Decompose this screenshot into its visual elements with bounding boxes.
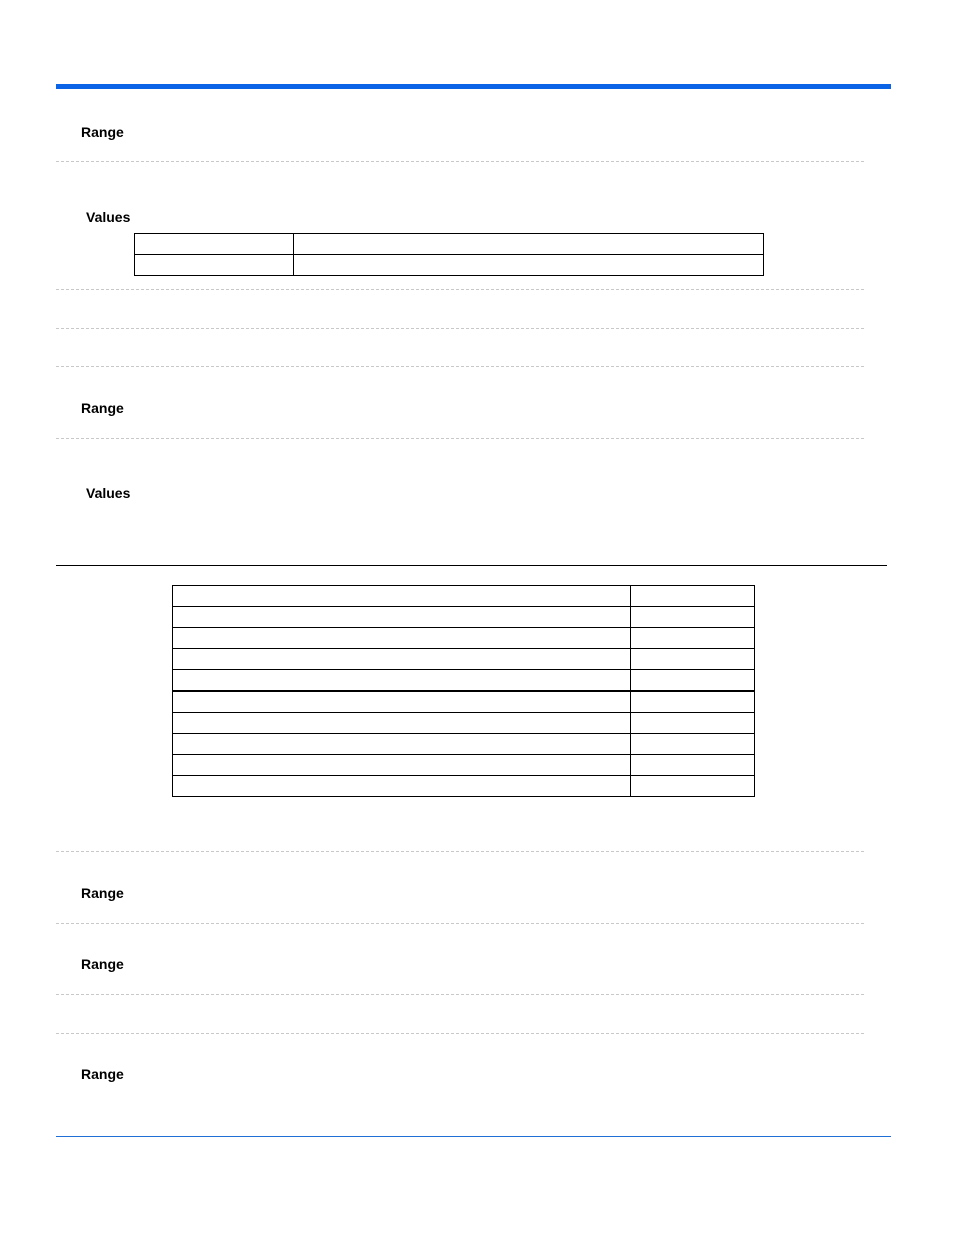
separator — [56, 366, 864, 367]
separator — [56, 161, 864, 162]
table-cell — [631, 734, 755, 755]
range-label: Range — [81, 124, 124, 140]
table-cell — [631, 649, 755, 670]
section-rule — [56, 565, 887, 566]
range-label: Range — [81, 956, 124, 972]
table-row — [173, 649, 755, 670]
table-cell — [173, 607, 631, 628]
table-cell — [631, 628, 755, 649]
table-cell — [631, 607, 755, 628]
table-cell — [294, 234, 764, 255]
values-label: Values — [86, 209, 131, 225]
table-cell — [173, 628, 631, 649]
separator — [56, 923, 864, 924]
table-cell — [631, 586, 755, 607]
table-row — [173, 670, 755, 692]
footer-rule — [56, 1136, 891, 1137]
table-row — [173, 691, 755, 713]
table-row — [173, 713, 755, 734]
values-label: Values — [86, 485, 131, 501]
separator — [56, 851, 864, 852]
values-table — [134, 233, 764, 276]
table-cell — [631, 691, 755, 713]
separator — [56, 328, 864, 329]
separator — [56, 438, 864, 439]
separator — [56, 289, 864, 290]
table-cell — [173, 755, 631, 776]
table-row — [135, 255, 764, 276]
range-label: Range — [81, 1066, 124, 1082]
table-cell — [173, 691, 631, 713]
table-cell — [173, 734, 631, 755]
table-row — [173, 586, 755, 607]
table-cell — [173, 586, 631, 607]
table-cell — [631, 670, 755, 692]
separator — [56, 1033, 864, 1034]
table-row — [173, 776, 755, 797]
range-label: Range — [81, 885, 124, 901]
table-cell — [631, 776, 755, 797]
table-row — [173, 607, 755, 628]
table-cell — [631, 755, 755, 776]
table-row — [173, 628, 755, 649]
table-cell — [173, 776, 631, 797]
values-table — [172, 585, 755, 797]
table-cell — [173, 649, 631, 670]
table-row — [173, 734, 755, 755]
table-cell — [294, 255, 764, 276]
table-cell — [173, 713, 631, 734]
table-row — [135, 234, 764, 255]
header-accent-bar — [56, 84, 891, 89]
separator — [56, 994, 864, 995]
table-cell — [135, 234, 294, 255]
table-cell — [135, 255, 294, 276]
table-row — [173, 755, 755, 776]
table-cell — [173, 670, 631, 692]
range-label: Range — [81, 400, 124, 416]
table-cell — [631, 713, 755, 734]
